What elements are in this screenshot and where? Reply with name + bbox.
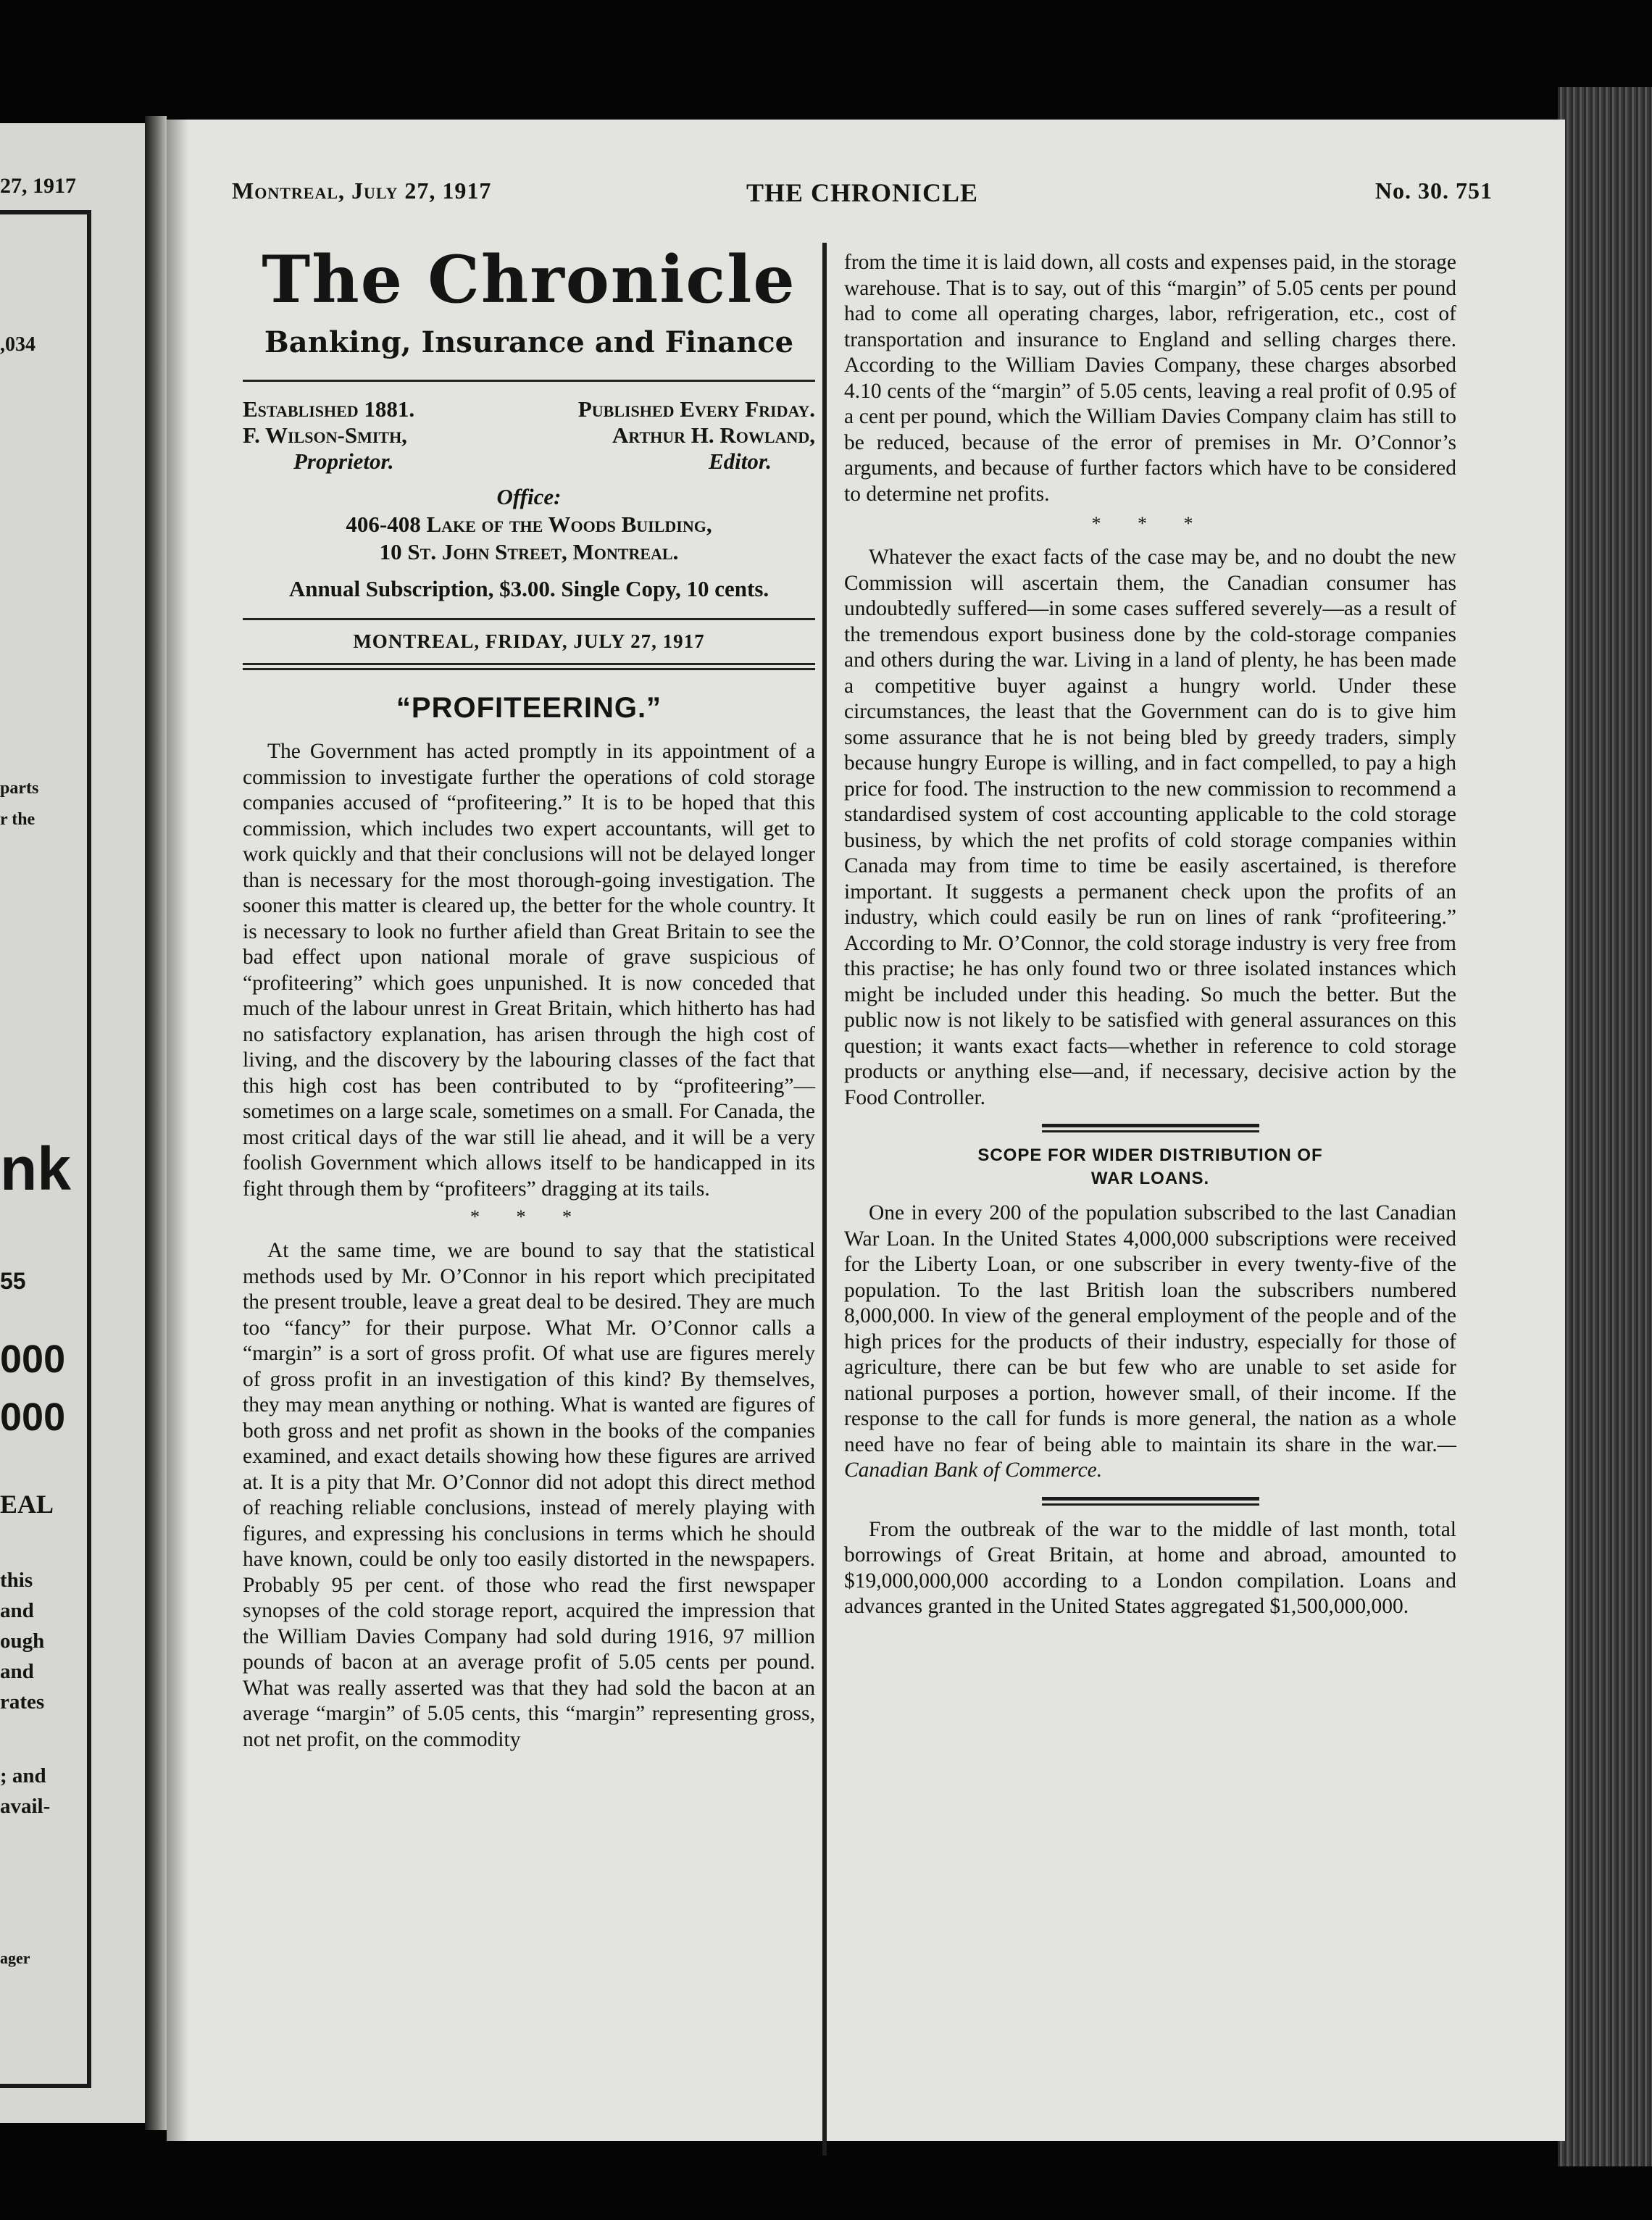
dateline-rule-bottom bbox=[243, 663, 815, 670]
proprietor-role: Proprietor. bbox=[293, 448, 394, 474]
running-header bbox=[232, 178, 1493, 214]
right-column bbox=[844, 250, 1456, 1620]
publication-left bbox=[243, 396, 414, 475]
left-column bbox=[243, 235, 815, 1753]
article-paragraph: From the outbreak of the war to the middle of last month, total borrowings of Great Britain, at home and abroad, amounted to $19,000,000,000 according to a London compilation. Loans and advances granted in the United States aggregated $1,500,000,000. bbox=[844, 1517, 1456, 1618]
office-line-1: 406-408 Lake of the Woods Building, bbox=[346, 512, 712, 537]
left-page-fragment: r the bbox=[0, 810, 36, 829]
editor-role: Editor. bbox=[708, 448, 772, 474]
left-page-fragment: ager bbox=[0, 1949, 30, 1967]
office-address bbox=[243, 483, 815, 566]
newspaper-page bbox=[167, 120, 1565, 2141]
left-page-fragment: ough bbox=[0, 1629, 45, 1653]
article-paragraph bbox=[844, 1201, 1456, 1484]
page-stack-edge bbox=[1558, 87, 1652, 2166]
left-page-fragment: 000 bbox=[0, 1338, 66, 1381]
publication-right bbox=[578, 396, 815, 475]
column-divider bbox=[822, 243, 827, 2156]
article-headline: “PROFITEERING.” bbox=[396, 692, 662, 724]
header-date: Montreal, July 27, 1917 bbox=[232, 178, 492, 204]
left-page-fragment: 27, 1917 bbox=[0, 174, 76, 198]
section-divider bbox=[1042, 1497, 1259, 1506]
publication-info bbox=[243, 396, 815, 475]
dateline-rule-top bbox=[243, 618, 815, 620]
header-title: THE CHRONICLE bbox=[746, 178, 979, 207]
paragraph-text: One in every 200 of the population subscribed to the last Canadian War Loan. In the United States 4,000,000 subscriptions were received for the Liberty Loan, or one subscriber in every twenty-five of the population. To the last British loan the subscribers numbered 8,000,000. In view of the general employment of the people and of the high prices for the products of their industry, especially for those of agriculture, there can be but few who are unable to set aside for national purposes a portion, however small, of their income. If the response to the call for funds is more general, the nation as a whole need have no fear of being able to maintain its share in the war. bbox=[844, 1201, 1456, 1456]
proprietor-name: F. Wilson-Smith, bbox=[243, 422, 407, 448]
section-stars: * * * bbox=[470, 1206, 588, 1227]
article-paragraph: from the time it is laid down, all costs and expenses paid, in the storage warehouse. That is to say, out of this “margin” of 5.05 cents per pound had to come all operating charges, labor, refrigeration, etc., cost of transportation and insurance to England and selling charges there. According to the William Davies Company, these charges absorbed 4.10 cents of the “margin” of 5.05 cents, leaving a real profit of 0.95 of a cent per pound, which the William Davies Company claim has still to be reduced, because of the error of premises in Mr. O’Connor’s arguments, and because of further factors which have to be considered to determine net profits. bbox=[844, 251, 1456, 506]
source-attribution: —Canadian Bank of Commerce. bbox=[844, 1432, 1456, 1482]
subhead-line-2: WAR LOANS. bbox=[1090, 1169, 1210, 1188]
left-page-fragment: EAL bbox=[0, 1490, 54, 1519]
left-page-fragment: 000 bbox=[0, 1395, 66, 1439]
dateline: MONTREAL, FRIDAY, JULY 27, 1917 bbox=[353, 630, 705, 652]
editor-name: Arthur H. Rowland, bbox=[612, 422, 815, 448]
section-divider bbox=[1042, 1124, 1259, 1132]
left-page-fragment: ; and bbox=[0, 1764, 46, 1787]
left-page-fragment: 55 bbox=[0, 1268, 26, 1294]
published-text: Published Every Friday. bbox=[577, 396, 815, 422]
left-page-fragment: parts bbox=[0, 779, 39, 798]
left-facing-page bbox=[0, 123, 145, 2123]
article-paragraph: The Government has acted promptly in its appointment of a commission to investigate further the operations of cold storage companies accused of “profiteering.” It is to be hoped that this commission, which includes two expert accountants, will get to work quickly and that their conclusions will not be delayed longer than is necessary for the most thorough-going investigation. The sooner this matter is cleared up, the better for the whole country. It is necessary to look no further afield than Great Britain to see the bad effect upon national morale of grave suspicious of “profiteering” which goes unpunished. It is now conceded that much of the labour unrest in Great Britain, which hitherto has had no satisfactory explanation, has arisen through the high cost of living, and the discovery by the labouring classes of the fact that this high cost has been contributed to by “profiteering”—sometimes on a large scale, sometimes on a small. For Canada, the most critical days of the war still lie ahead, and it will be a very foolish Government which allows itself to be handicapped in its fight through them by “profiteers” dragging at its tails. bbox=[243, 740, 815, 1201]
masthead-title: The Chronicle bbox=[262, 241, 796, 318]
left-page-fragment: and bbox=[0, 1660, 34, 1683]
left-page-fragment: rates bbox=[0, 1690, 45, 1714]
left-page-fragment: avail- bbox=[0, 1795, 51, 1818]
gutter-shadow bbox=[167, 120, 188, 2141]
masthead-subtitle: Banking, Insurance and Finance bbox=[264, 325, 794, 359]
article-headline bbox=[844, 1144, 1456, 1190]
left-page-fragment: ,034 bbox=[0, 333, 36, 356]
office-label: Office: bbox=[496, 484, 562, 509]
left-page-fragment: nk bbox=[0, 1135, 72, 1203]
article-paragraph: At the same time, we are bound to say that the statistical methods used by Mr. O’Connor in his report which precipitated the present trouble, leave a great deal to be desired. They are much too “fancy” for their purpose. What Mr. O’Connor calls a “margin” is a sort of gross profit. Of what use are figures merely of gross profit in an investigation of this kind? By themselves, they may mean anything or nothing. What is wanted are figures of both gross and net profit as shown in the books of the companies examined, and exact details showing how these figures are arrived at. It is a pity that Mr. O’Connor did not adopt this direct method of reaching reliable conclusions, instead of merely playing with figures, and expressing his conclusions in terms which he should have known, could be only too easily distorted in the newspapers. Probably 95 per cent. of those who read the first newspaper synopses of the cold storage report, acquired the impression that the William Davies Company had sold during 1916, 97 million pounds of bacon at an average profit of 5.05 cents per pound. What was really asserted was that they had sold the bacon at an average “margin” of 5.05 cents, this “margin” representing gross, not net profit, on the commodity bbox=[243, 1239, 815, 1751]
header-issue-page: No. 30. 751 bbox=[1374, 178, 1493, 204]
section-stars: * * * bbox=[1091, 513, 1209, 534]
masthead bbox=[243, 241, 815, 359]
subscription-info: Annual Subscription, $3.00. Single Copy, 10 cents. bbox=[288, 576, 769, 601]
article-paragraph: Whatever the exact facts of the case may be, and no doubt the new Commission will ascertain them, the Canadian consumer has undoubtedly suffered—in some cases suffered severely—as a result of the tremendous export business done by the cold-storage companies and others during the war. Living in a land of plenty, he has been made a competitive buyer against a hungry world. Under these circumstances, the least that the Government can do is to give him some assurance that he is not being bled by greedy traders, simply because hungry Europe is willing, and in fact compelled, to pay a high price for food. The instruction to the new commission to recommend a standardised system of cost accounting applicable to the cold storage business, by which the net profits of cold storage companies within Canada may from time to time be easily ascertained, is therefore important. It suggests a permanent check upon the profits of an industry, which could easily be run on lines of rank “profiteering.” According to Mr. O’Connor, the cold storage industry is very free from this practise; he has only found two or three isolated instances which might be included under this heading. So much the better. But the public now is not likely to be satisfied with general assurances on this question; it wants exact facts—whether in reference to cold storage products or anything else—and, if necessary, decisive action by the Food Controller. bbox=[844, 546, 1456, 1109]
subhead-line-1: SCOPE FOR WIDER DISTRIBUTION OF bbox=[977, 1146, 1323, 1165]
established-text: Established 1881. bbox=[243, 396, 415, 422]
left-page-fragment: and bbox=[0, 1599, 34, 1622]
office-line-2: 10 St. John Street, Montreal. bbox=[379, 539, 679, 564]
left-page-fragment: this bbox=[0, 1569, 33, 1592]
book-binding bbox=[145, 116, 167, 2130]
masthead-rule bbox=[243, 380, 815, 382]
